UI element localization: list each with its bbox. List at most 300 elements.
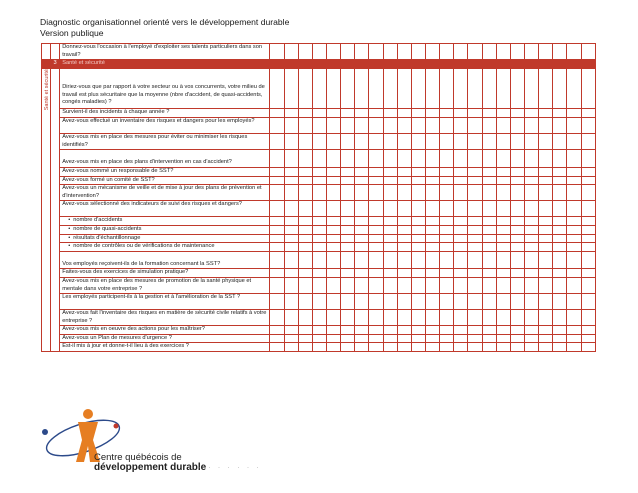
response-cell[interactable] [553,176,567,185]
response-cell[interactable] [510,234,524,243]
response-cell[interactable] [327,44,341,60]
response-cell[interactable] [327,69,341,109]
response-cell[interactable] [524,176,538,185]
response-cell[interactable] [327,185,341,201]
response-cell[interactable] [369,150,383,168]
response-cell[interactable] [454,118,468,134]
response-cell[interactable] [510,225,524,234]
response-cell[interactable] [567,185,581,201]
response-cell[interactable] [369,343,383,352]
response-cell[interactable] [454,69,468,109]
response-cell[interactable] [284,69,298,109]
response-cell[interactable] [468,176,482,185]
response-cell[interactable] [553,185,567,201]
response-cell[interactable] [553,150,567,168]
response-cell[interactable] [496,251,510,269]
response-cell[interactable] [426,294,440,310]
response-cell[interactable] [284,176,298,185]
response-cell[interactable] [270,201,284,217]
response-cell[interactable] [468,243,482,252]
response-cell[interactable] [539,234,553,243]
response-cell[interactable] [454,167,468,176]
response-cell[interactable] [270,269,284,278]
response-cell[interactable] [270,277,284,293]
response-cell[interactable] [482,134,496,150]
response-cell[interactable] [341,150,355,168]
response-cell[interactable] [270,234,284,243]
response-cell[interactable] [524,69,538,109]
response-cell[interactable] [482,310,496,326]
response-cell[interactable] [284,269,298,278]
response-cell[interactable] [581,310,595,326]
response-cell[interactable] [539,310,553,326]
response-cell[interactable] [383,217,397,226]
response-cell[interactable] [284,217,298,226]
response-cell[interactable] [426,118,440,134]
response-cell[interactable] [440,334,454,343]
response-cell[interactable] [426,150,440,168]
response-cell[interactable] [369,201,383,217]
response-cell[interactable] [341,343,355,352]
response-cell[interactable] [369,69,383,109]
response-cell[interactable] [270,176,284,185]
response-cell[interactable] [426,326,440,335]
response-cell[interactable] [341,109,355,118]
response-cell[interactable] [581,277,595,293]
response-cell[interactable] [426,277,440,293]
response-cell[interactable] [369,118,383,134]
response-cell[interactable] [496,225,510,234]
response-cell[interactable] [355,310,369,326]
response-cell[interactable] [355,118,369,134]
response-cell[interactable] [411,150,425,168]
response-cell[interactable] [312,109,326,118]
response-cell[interactable] [510,269,524,278]
response-cell[interactable] [327,234,341,243]
response-cell[interactable] [411,225,425,234]
response-cell[interactable] [553,334,567,343]
response-cell[interactable] [341,201,355,217]
response-cell[interactable] [284,334,298,343]
response-cell[interactable] [482,150,496,168]
response-cell[interactable] [482,217,496,226]
response-cell[interactable] [411,185,425,201]
response-cell[interactable] [496,167,510,176]
response-cell[interactable] [312,243,326,252]
response-cell[interactable] [581,225,595,234]
response-cell[interactable] [312,334,326,343]
response-cell[interactable] [397,44,411,60]
response-cell[interactable] [440,310,454,326]
response-cell[interactable] [355,243,369,252]
response-cell[interactable] [567,294,581,310]
response-cell[interactable] [341,234,355,243]
response-cell[interactable] [468,277,482,293]
response-cell[interactable] [454,310,468,326]
response-cell[interactable] [496,176,510,185]
response-cell[interactable] [383,310,397,326]
response-cell[interactable] [524,217,538,226]
response-cell[interactable] [553,294,567,310]
response-cell[interactable] [468,225,482,234]
response-cell[interactable] [567,118,581,134]
response-cell[interactable] [270,251,284,269]
response-cell[interactable] [553,277,567,293]
response-cell[interactable] [496,243,510,252]
response-cell[interactable] [510,150,524,168]
response-cell[interactable] [284,118,298,134]
response-cell[interactable] [468,326,482,335]
response-cell[interactable] [298,294,312,310]
response-cell[interactable] [284,225,298,234]
response-cell[interactable] [298,334,312,343]
response-cell[interactable] [397,134,411,150]
response-cell[interactable] [567,225,581,234]
response-cell[interactable] [355,225,369,234]
response-cell[interactable] [567,150,581,168]
response-cell[interactable] [539,343,553,352]
response-cell[interactable] [327,243,341,252]
response-cell[interactable] [312,225,326,234]
response-cell[interactable] [510,185,524,201]
response-cell[interactable] [341,176,355,185]
response-cell[interactable] [341,225,355,234]
response-cell[interactable] [553,251,567,269]
response-cell[interactable] [482,326,496,335]
response-cell[interactable] [341,334,355,343]
response-cell[interactable] [327,277,341,293]
response-cell[interactable] [341,134,355,150]
response-cell[interactable] [454,326,468,335]
response-cell[interactable] [327,167,341,176]
response-cell[interactable] [539,217,553,226]
response-cell[interactable] [397,251,411,269]
response-cell[interactable] [312,277,326,293]
response-cell[interactable] [270,167,284,176]
response-cell[interactable] [454,251,468,269]
response-cell[interactable] [496,326,510,335]
response-cell[interactable] [482,118,496,134]
response-cell[interactable] [397,234,411,243]
response-cell[interactable] [369,109,383,118]
response-cell[interactable] [369,134,383,150]
response-cell[interactable] [369,310,383,326]
response-cell[interactable] [411,201,425,217]
response-cell[interactable] [327,251,341,269]
response-cell[interactable] [284,234,298,243]
response-cell[interactable] [581,109,595,118]
response-cell[interactable] [482,243,496,252]
response-cell[interactable] [454,109,468,118]
response-cell[interactable] [341,167,355,176]
response-cell[interactable] [327,217,341,226]
response-cell[interactable] [284,343,298,352]
response-cell[interactable] [383,251,397,269]
response-cell[interactable] [524,150,538,168]
response-cell[interactable] [510,176,524,185]
response-cell[interactable] [581,201,595,217]
response-cell[interactable] [468,269,482,278]
response-cell[interactable] [510,109,524,118]
response-cell[interactable] [327,118,341,134]
response-cell[interactable] [581,69,595,109]
response-cell[interactable] [397,69,411,109]
response-cell[interactable] [454,44,468,60]
response-cell[interactable] [284,326,298,335]
response-cell[interactable] [482,201,496,217]
response-cell[interactable] [553,167,567,176]
response-cell[interactable] [341,294,355,310]
response-cell[interactable] [411,69,425,109]
response-cell[interactable] [355,109,369,118]
response-cell[interactable] [482,176,496,185]
response-cell[interactable] [482,294,496,310]
response-cell[interactable] [553,44,567,60]
response-cell[interactable] [524,225,538,234]
response-cell[interactable] [510,326,524,335]
response-cell[interactable] [397,343,411,352]
response-cell[interactable] [567,251,581,269]
response-cell[interactable] [355,277,369,293]
response-cell[interactable] [524,167,538,176]
response-cell[interactable] [355,134,369,150]
response-cell[interactable] [341,243,355,252]
response-cell[interactable] [496,185,510,201]
response-cell[interactable] [539,134,553,150]
response-cell[interactable] [468,217,482,226]
response-cell[interactable] [383,294,397,310]
response-cell[interactable] [369,167,383,176]
response-cell[interactable] [383,243,397,252]
response-cell[interactable] [581,44,595,60]
response-cell[interactable] [454,150,468,168]
response-cell[interactable] [411,326,425,335]
response-cell[interactable] [298,251,312,269]
response-cell[interactable] [312,326,326,335]
response-cell[interactable] [327,150,341,168]
response-cell[interactable] [312,185,326,201]
response-cell[interactable] [426,44,440,60]
response-cell[interactable] [468,150,482,168]
response-cell[interactable] [454,243,468,252]
response-cell[interactable] [553,118,567,134]
response-cell[interactable] [397,217,411,226]
response-cell[interactable] [482,167,496,176]
response-cell[interactable] [341,118,355,134]
response-cell[interactable] [312,343,326,352]
response-cell[interactable] [524,201,538,217]
response-cell[interactable] [383,176,397,185]
response-cell[interactable] [284,134,298,150]
response-cell[interactable] [440,134,454,150]
response-cell[interactable] [440,251,454,269]
response-cell[interactable] [341,185,355,201]
response-cell[interactable] [355,343,369,352]
response-cell[interactable] [581,294,595,310]
response-cell[interactable] [510,277,524,293]
response-cell[interactable] [383,69,397,109]
response-cell[interactable] [312,44,326,60]
response-cell[interactable] [539,69,553,109]
response-cell[interactable] [383,150,397,168]
response-cell[interactable] [369,277,383,293]
response-cell[interactable] [397,225,411,234]
response-cell[interactable] [298,234,312,243]
response-cell[interactable] [567,167,581,176]
response-cell[interactable] [411,343,425,352]
response-cell[interactable] [298,201,312,217]
response-cell[interactable] [341,310,355,326]
response-cell[interactable] [383,343,397,352]
response-cell[interactable] [454,225,468,234]
response-cell[interactable] [411,251,425,269]
response-cell[interactable] [539,294,553,310]
response-cell[interactable] [454,176,468,185]
response-cell[interactable] [524,185,538,201]
response-cell[interactable] [510,118,524,134]
response-cell[interactable] [482,334,496,343]
response-cell[interactable] [581,243,595,252]
response-cell[interactable] [284,185,298,201]
response-cell[interactable] [567,176,581,185]
response-cell[interactable] [327,343,341,352]
response-cell[interactable] [355,44,369,60]
response-cell[interactable] [496,269,510,278]
response-cell[interactable] [524,343,538,352]
response-cell[interactable] [468,294,482,310]
response-cell[interactable] [397,185,411,201]
response-cell[interactable] [341,269,355,278]
response-cell[interactable] [369,294,383,310]
response-cell[interactable] [524,109,538,118]
response-cell[interactable] [355,334,369,343]
response-cell[interactable] [312,251,326,269]
response-cell[interactable] [411,294,425,310]
response-cell[interactable] [553,234,567,243]
response-cell[interactable] [468,234,482,243]
response-cell[interactable] [284,44,298,60]
response-cell[interactable] [383,167,397,176]
response-cell[interactable] [298,44,312,60]
response-cell[interactable] [312,176,326,185]
response-cell[interactable] [411,277,425,293]
response-cell[interactable] [553,243,567,252]
response-cell[interactable] [426,134,440,150]
response-cell[interactable] [298,225,312,234]
response-cell[interactable] [524,277,538,293]
response-cell[interactable] [369,243,383,252]
response-cell[interactable] [284,310,298,326]
response-cell[interactable] [468,134,482,150]
response-cell[interactable] [411,243,425,252]
response-cell[interactable] [553,109,567,118]
response-cell[interactable] [298,269,312,278]
response-cell[interactable] [581,167,595,176]
response-cell[interactable] [539,277,553,293]
response-cell[interactable] [468,69,482,109]
response-cell[interactable] [440,150,454,168]
response-cell[interactable] [411,134,425,150]
response-cell[interactable] [468,343,482,352]
response-cell[interactable] [312,234,326,243]
response-cell[interactable] [581,334,595,343]
response-cell[interactable] [496,109,510,118]
response-cell[interactable] [482,269,496,278]
response-cell[interactable] [270,44,284,60]
response-cell[interactable] [397,269,411,278]
response-cell[interactable] [567,234,581,243]
response-cell[interactable] [355,294,369,310]
response-cell[interactable] [411,334,425,343]
response-cell[interactable] [440,243,454,252]
response-cell[interactable] [440,217,454,226]
response-cell[interactable] [383,201,397,217]
response-cell[interactable] [510,343,524,352]
response-cell[interactable] [553,201,567,217]
response-cell[interactable] [355,251,369,269]
response-cell[interactable] [369,269,383,278]
response-cell[interactable] [567,217,581,226]
response-cell[interactable] [369,44,383,60]
response-cell[interactable] [355,69,369,109]
response-cell[interactable] [383,334,397,343]
response-cell[interactable] [539,334,553,343]
response-cell[interactable] [510,167,524,176]
response-cell[interactable] [355,150,369,168]
response-cell[interactable] [270,294,284,310]
response-cell[interactable] [327,326,341,335]
response-cell[interactable] [369,326,383,335]
response-cell[interactable] [411,109,425,118]
response-cell[interactable] [426,310,440,326]
response-cell[interactable] [341,69,355,109]
response-cell[interactable] [284,109,298,118]
response-cell[interactable] [327,310,341,326]
response-cell[interactable] [355,176,369,185]
response-cell[interactable] [468,251,482,269]
response-cell[interactable] [581,118,595,134]
response-cell[interactable] [524,294,538,310]
response-cell[interactable] [341,217,355,226]
response-cell[interactable] [270,150,284,168]
response-cell[interactable] [440,185,454,201]
response-cell[interactable] [284,277,298,293]
response-cell[interactable] [567,134,581,150]
response-cell[interactable] [341,277,355,293]
response-cell[interactable] [270,243,284,252]
response-cell[interactable] [383,269,397,278]
response-cell[interactable] [312,269,326,278]
response-cell[interactable] [539,201,553,217]
response-cell[interactable] [327,334,341,343]
response-cell[interactable] [567,243,581,252]
response-cell[interactable] [440,225,454,234]
response-cell[interactable] [581,234,595,243]
response-cell[interactable] [341,251,355,269]
response-cell[interactable] [440,176,454,185]
response-cell[interactable] [539,243,553,252]
response-cell[interactable] [327,176,341,185]
response-cell[interactable] [270,343,284,352]
response-cell[interactable] [327,201,341,217]
response-cell[interactable] [454,294,468,310]
response-cell[interactable] [454,234,468,243]
response-cell[interactable] [397,294,411,310]
response-cell[interactable] [440,234,454,243]
response-cell[interactable] [553,69,567,109]
response-cell[interactable] [496,277,510,293]
response-cell[interactable] [426,69,440,109]
